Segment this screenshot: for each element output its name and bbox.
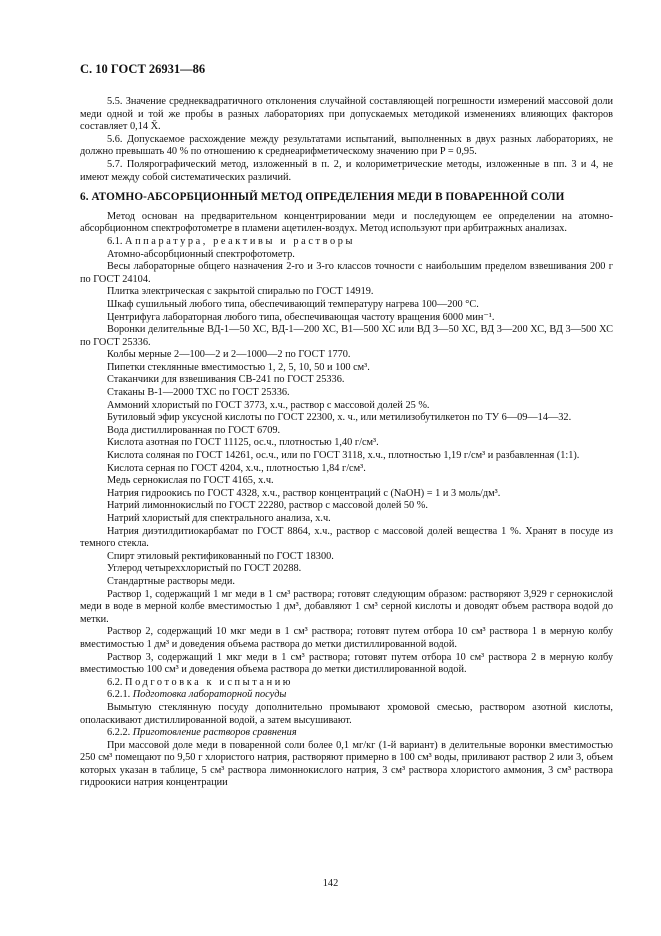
list-item: Вода дистиллированная по ГОСТ 6709. <box>107 424 281 436</box>
list-item: Натрий лимоннокислый по ГОСТ 22280, раствор с массовой долей 50 %. <box>107 500 428 512</box>
list-item: Натрия гидроокись по ГОСТ 4328, х.ч., раствор концентраций c (NaOH) = 1 и 3 моль/дм³. <box>107 487 501 499</box>
subsection-6-1-title: Аппаратура, реактивы и растворы <box>125 235 356 247</box>
paragraph-5-5: 5.5. Значение среднеквадратичного отклонения случайной составляющей погрешности измерений массовой доли меди одной и той же пробы в разных лабораториях при допускаемых методикой изменениях влияющих факторов составляет 0,14 X̄. <box>80 96 613 133</box>
list-item: Стаканы В-1—2000 ТХС по ГОСТ 25336. <box>107 387 290 399</box>
list-item: Стаканчики для взвешивания СВ-241 по ГОСТ 25336. <box>107 374 345 386</box>
list-item: Колбы мерные 2—100—2 и 2—1000—2 по ГОСТ 1770. <box>107 349 351 361</box>
clause-6-2-1-heading <box>80 689 613 702</box>
subsection-6-2-heading <box>80 677 613 690</box>
clause-6-2-1-number: 6.2.1. <box>107 689 131 701</box>
list-item: Стандартные растворы меди. <box>107 575 235 587</box>
subsection-6-2-number: 6.2. <box>107 676 123 688</box>
reagents-list <box>80 249 613 677</box>
list-item: Аммоний хлористый по ГОСТ 3773, х.ч., раствор с массовой долей 25 %. <box>107 399 430 411</box>
list-item: Кислота азотная по ГОСТ 11125, ос.ч., плотностью 1,40 г/см³. <box>107 437 379 449</box>
subsection-6-2-title: Подготовка к испытанию <box>125 676 294 688</box>
clause-6-2-2-number: 6.2.2. <box>107 727 131 739</box>
list-item: Шкаф сушильный любого типа, обеспечивающий температуру нагрева 100—200 °С. <box>107 298 479 310</box>
list-item: Раствор 3, содержащий 1 мкг меди в 1 см³ раствора; готовят путем отбора 10 см³ раствора 2 в мерную колбу вместимостью 100 см³ и доведения объема раствора до метки дистиллированной водой. <box>80 651 613 676</box>
list-item: Весы лабораторные общего назначения 2-го и 3-го классов точности с наибольшим пределом взвешивания 200 г по ГОСТ 24104. <box>80 261 613 285</box>
list-item: Центрифуга лабораторная любого типа, обеспечивающая частоту вращения 6000 мин⁻¹. <box>107 311 495 323</box>
clause-6-2-1-text: Вымытую стеклянную посуду дополнительно промывают хромовой смесью, раствором азотной кислоты, ополаскивают дистиллированной водой, а затем высушивают. <box>80 701 613 726</box>
page-number: 142 <box>322 878 339 889</box>
section-title: 6. АТОМНО-АБСОРБЦИОННЫЙ МЕТОД ОПРЕДЕЛЕНИЯ МЕДИ В ПОВАРЕННОЙ СОЛИ <box>80 191 565 204</box>
clause-6-2-2-heading <box>80 727 613 740</box>
page-header: С. 10 ГОСТ 26931—86 <box>80 62 206 76</box>
list-item: Воронки делительные ВД-1—50 ХС, ВД-1—200 ХС, В1—500 ХС или ВД 3—50 ХС, ВД 3—200 ХС, ВД 3—500 ХС по ГОСТ 25336. <box>80 324 613 348</box>
list-item: Пипетки стеклянные вместимостью 1, 2, 5, 10, 50 и 100 см³. <box>107 361 370 373</box>
list-item: Бутиловый эфир уксусной кислоты по ГОСТ 22300, х. ч., или метилизобутилкетон по ТУ 6—09—14—32. <box>107 412 572 424</box>
clause-6-2-2-title: Приготовление растворов сравнения <box>132 727 297 739</box>
list-item: Атомно-абсорбционный спектрофотометр. <box>107 248 295 260</box>
list-item: Спирт этиловый ректификованный по ГОСТ 18300. <box>107 550 334 562</box>
subsection-6-1-heading <box>80 236 613 249</box>
list-item: Раствор 1, содержащий 1 мг меди в 1 см³ раствора; готовят следующим образом: растворяют 3,929 г сернокислой меди в воде в мерной колбе вместимостью 1 дм³, добавляют 1 см³ серной кислоты и доводят объем раствора водой до метки. <box>80 588 613 625</box>
list-item: Медь сернокислая по ГОСТ 4165, х.ч. <box>107 475 274 487</box>
list-item: Кислота соляная по ГОСТ 14261, ос.ч., или по ГОСТ 3118, х.ч., плотностью 1,19 г/см³ и разбавленная (1:1). <box>107 450 580 462</box>
document-body <box>80 96 613 790</box>
list-item: Углерод четыреххлористый по ГОСТ 20288. <box>107 563 302 575</box>
list-item: Раствор 2, содержащий 10 мкг меди в 1 см³ раствора; готовят путем отбора 10 см³ раствора 1 в мерную колбу вместимостью 1 дм³ и доведения объема раствора до метки дистиллированной водой. <box>80 626 613 650</box>
clause-6-2-2-text: При массовой доле меди в поваренной соли более 0,1 мг/кг (1-й вариант) в делительные воронки вместимостью 250 см³ помещают по 9,50 г хлористого натрия, растворяют примерно в 100 см³ воды, приливают раствор 2 или 3, объем которых указан в таблице, 5 см³ раствора лимоннокислого натрия, 3 см³ раствора хлористого аммония, 3 см³ раствора гидроокиси натрия концентрации <box>80 739 613 789</box>
list-item: Кислота серная по ГОСТ 4204, х.ч., плотностью 1,84 г/см³. <box>107 462 366 474</box>
section-intro: Метод основан на предварительном концентрировании меди и последующем ее определении на атомно-абсорбционном спектрофотометре в пламени ацетилен-воздух. Метод используют при арбитражных анализах. <box>80 210 613 235</box>
paragraph-5-7: 5.7. Полярографический метод, изложенный в п. 2, и колориметрические методы, изложенные в пп. 3 и 4, не имеют между собой систематических различий. <box>80 158 613 183</box>
list-item: Плитка электрическая с закрытой спиралью по ГОСТ 14919. <box>107 286 374 298</box>
clause-6-2-1-title: Подготовка лабораторной посуды <box>132 689 287 701</box>
paragraph-5-6: 5.6. Допускаемое расхождение между результатами испытаний, выполненных в двух разных лабораториях, не должно превышать 40 % по отношению к среднеарифметическому значению при P = 0,95. <box>80 133 613 158</box>
list-item: Натрия диэтилдитиокарбамат по ГОСТ 8864, х.ч., раствор с массовой долей вещества 1 %. Хранят в посуде из темного стекла. <box>80 525 613 550</box>
subsection-6-1-number: 6.1. <box>107 235 123 247</box>
list-item: Натрий хлористый для спектрального анализа, х.ч. <box>107 513 331 524</box>
